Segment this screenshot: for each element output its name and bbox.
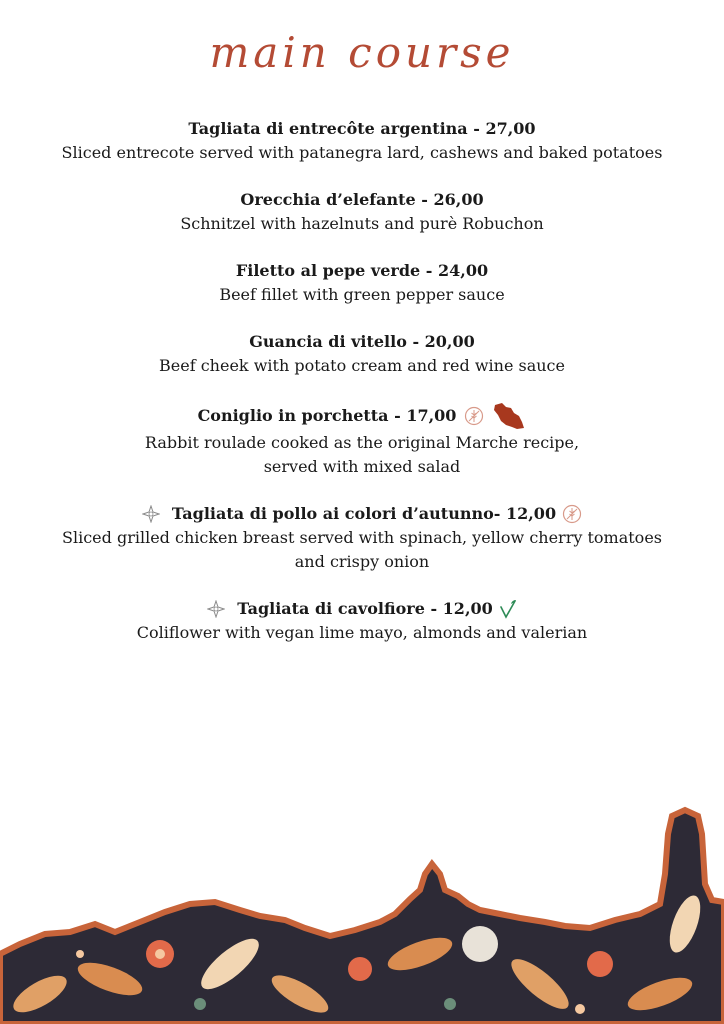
dish-name: Filetto al pepe verde - 24,00: [235, 261, 489, 280]
dish-item: [0, 330, 724, 378]
dish-name: Tagliata di pollo ai colori d’autunno- 12,00: [171, 504, 557, 523]
dish-description: Schnitzel with hazelnuts and purè Robuchon: [180, 214, 544, 233]
chef-special-icon: [207, 600, 225, 618]
marche-region-icon: [492, 401, 526, 431]
page-title: main course: [209, 28, 515, 77]
dish-item: [0, 117, 724, 165]
dish-description: Rabbit roulade cooked as the original Marche recipe,: [144, 433, 580, 452]
dish-description: and crispy onion: [294, 552, 430, 571]
decorative-skyline: [0, 804, 724, 1024]
gluten-free-icon: [562, 504, 582, 524]
dish-description: Beef cheek with potato cream and red wine sauce: [159, 356, 565, 375]
dish-item: [0, 502, 724, 574]
chef-special-icon: [142, 505, 160, 523]
dish-name: Orecchia d’elefante - 26,00: [240, 190, 484, 209]
dish-name-row: [0, 401, 724, 431]
dish-item: [0, 259, 724, 307]
dish-description: Sliced grilled chicken breast served with spinach, yellow cherry tomatoes: [62, 528, 662, 547]
dish-item: [0, 401, 724, 479]
dish-name-row: [0, 597, 724, 621]
menu-list: [0, 117, 724, 645]
dish-description: served with mixed salad: [263, 457, 461, 476]
dish-item: [0, 597, 724, 645]
dish-description: Sliced entrecote served with patanegra lard, cashews and baked potatoes: [61, 143, 663, 162]
dish-description: Beef fillet with green pepper sauce: [219, 285, 505, 304]
dish-name: Coniglio in porchetta - 17,00: [197, 406, 457, 425]
gluten-free-icon: [464, 406, 484, 426]
dish-name: Tagliata di entrecôte argentina - 27,00: [188, 119, 536, 138]
dish-item: [0, 188, 724, 236]
vegan-icon: [499, 599, 517, 619]
dish-name: Tagliata di cavolfiore - 12,00: [237, 599, 493, 618]
dish-description: Coliflower with vegan lime mayo, almonds and valerian: [136, 623, 588, 642]
dish-name: Guancia di vitello - 20,00: [249, 332, 475, 351]
dish-name-row: [0, 502, 724, 526]
